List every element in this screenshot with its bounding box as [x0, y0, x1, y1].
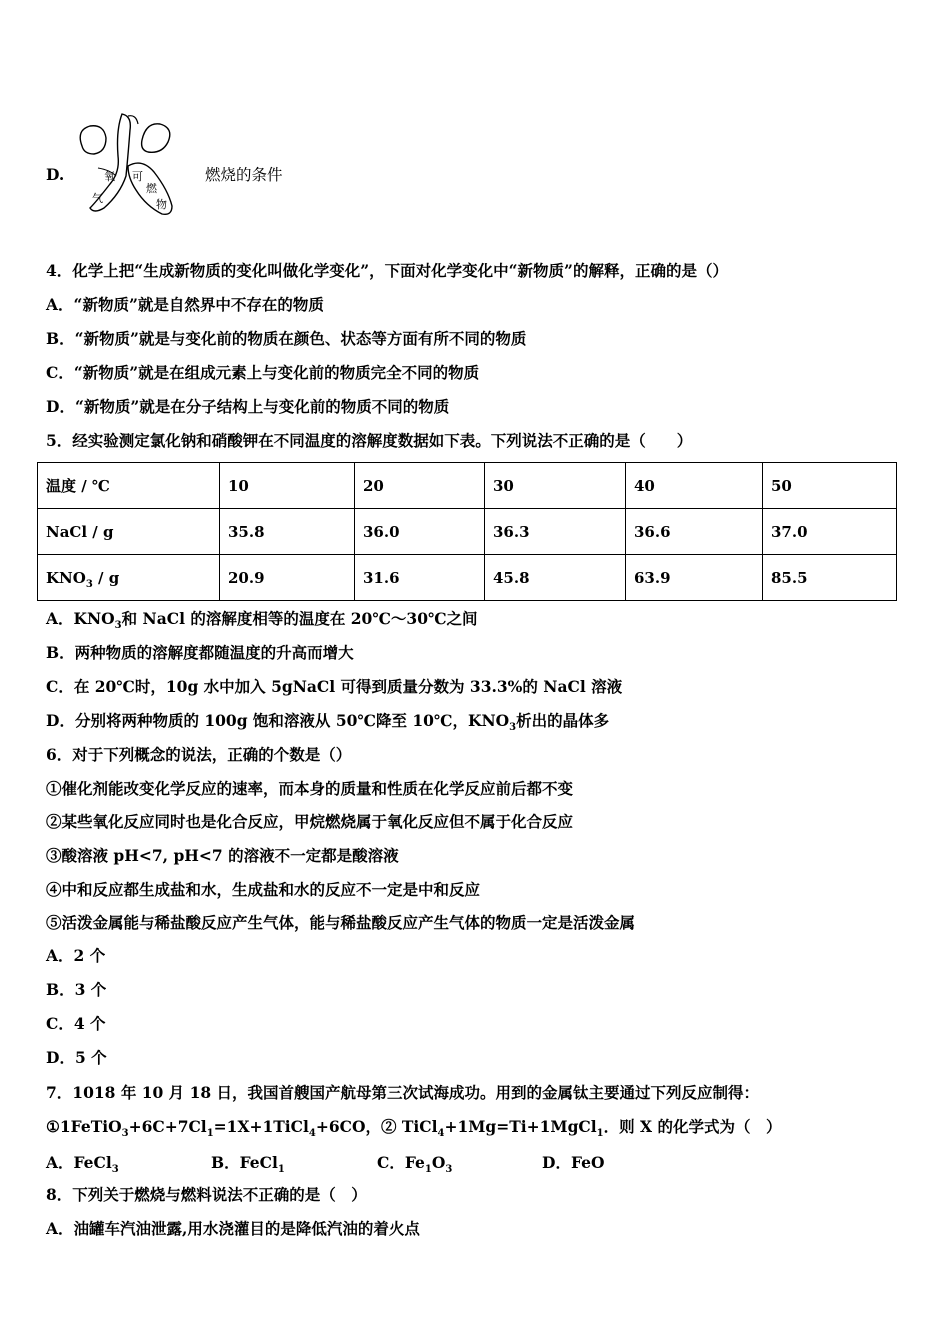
q3-option-d-caption: 燃烧的条件	[205, 166, 283, 184]
table-cell: 36.0	[355, 509, 485, 555]
q7-option-d: D．FeO	[542, 1153, 605, 1172]
diagram-label-oxygen-2: 气	[92, 192, 103, 205]
q7-option-b: B．FeCl$_1$	[211, 1153, 285, 1176]
q5-option-c: C．在 20℃时，10g 水中加入 5gNaCl 可得到质量分数为 33.3%的 NaCl 溶液	[46, 677, 623, 696]
q4-option-b: B．“新物质”就是与变化前的物质在颜色、状态等方面有所不同的物质	[46, 329, 527, 348]
q5-option-b: B．两种物质的溶解度都随温度的升高而增大	[46, 643, 354, 662]
table-cell-kno3-label: $KNO_3$ / g	[38, 555, 220, 601]
table-cell: NaCl / g	[38, 509, 220, 555]
table-header-cell: 50	[763, 463, 897, 509]
table-cell: 63.9	[626, 555, 763, 601]
q5-stem: 5．经实验测定氯化钠和硝酸钾在不同温度的溶解度数据如下表。下列说法不正确的是（ ）	[46, 431, 693, 450]
table-cell: 31.6	[355, 555, 485, 601]
q6-stem: 6．对于下列概念的说法，正确的个数是（）	[46, 745, 352, 764]
q3-option-d-label: D.	[46, 165, 65, 184]
table-row	[38, 555, 897, 601]
q6-statement-2: ②某些氧化反应同时也是化合反应，甲烷燃烧属于氧化反应但不属于化合反应	[46, 812, 574, 831]
q8-option-a: A．油罐车汽油泄露,用水浇灌目的是降低汽油的着火点	[46, 1219, 420, 1238]
q8-stem: 8．下列关于燃烧与燃料说法不正确的是（ ）	[46, 1185, 367, 1204]
diagram-label-combustible-1: 可	[132, 170, 143, 183]
q6-option-c: C．4 个	[46, 1014, 106, 1033]
table-header-cell: 20	[355, 463, 485, 509]
table-cell: 45.8	[485, 555, 626, 601]
table-header-cell: 温度 / ℃	[38, 463, 220, 509]
q4-stem: 4．化学上把“生成新物质的变化叫做化学变化”，下面对化学变化中“新物质”的解释，正确的是（）	[46, 261, 728, 280]
q6-option-d: D．5 个	[46, 1048, 107, 1067]
q7-option-c: C．$Fe_1O_3$	[377, 1153, 453, 1176]
q4-option-d: D．“新物质”就是在分子结构上与变化前的物质不同的物质	[46, 397, 450, 416]
q6-statement-3: ③酸溶液 pH<7, pH<7 的溶液不一定都是酸溶液	[46, 846, 399, 865]
q6-statement-4: ④中和反应都生成盐和水，生成盐和水的反应不一定是中和反应	[46, 880, 481, 899]
q6-statement-5: ⑤活泼金属能与稀盐酸反应产生气体，能与稀盐酸反应产生气体的物质一定是活泼金属	[46, 913, 636, 932]
table-cell: 36.3	[485, 509, 626, 555]
q6-option-a: A．2 个	[46, 946, 106, 965]
q4-option-a: A．“新物质”就是自然界中不存在的物质	[46, 295, 324, 314]
q6-statement-1: ①催化剂能改变化学反应的速率，而本身的质量和性质在化学反应前后都不变	[46, 779, 574, 798]
table-header-cell: 40	[626, 463, 763, 509]
solubility-table	[37, 462, 897, 601]
table-cell: 37.0	[763, 509, 897, 555]
diagram-label-combustible-2: 燃	[146, 182, 157, 195]
q5-option-d: D．分别将两种物质的 100g 饱和溶液从 50℃降至 10℃，$KNO_3$析出的晶体多	[46, 711, 610, 734]
table-row	[38, 463, 897, 509]
table-header-cell: 10	[220, 463, 355, 509]
q5-option-a: A．$KNO_3$和 NaCl 的溶解度相等的温度在 20℃～30℃之间	[46, 609, 478, 632]
diagram-label-combustible-3: 物	[156, 198, 167, 211]
q7-option-a: A．FeCl$_3$	[46, 1153, 119, 1176]
table-cell: 20.9	[220, 555, 355, 601]
table-cell: 36.6	[626, 509, 763, 555]
table-row	[38, 509, 897, 555]
diagram-label-oxygen-1: 氧	[104, 170, 115, 183]
q4-option-c: C．“新物质”就是在组成元素上与变化前的物质完全不同的物质	[46, 363, 480, 382]
combustion-conditions-diagram	[76, 110, 176, 220]
table-header-cell: 30	[485, 463, 626, 509]
q7-stem: 7．1018 年 10 月 18 日，我国首艘国产航母第三次试海成功。用到的金属钛主要通过下列反应制得：	[46, 1083, 760, 1102]
q7-equation: $①1FeTiO_3+6C+7Cl_1=1X+1TiCl_4+6CO$，② TiCl$_4$+1Mg=Ti+1MgCl$_1$．则 X 的化学式为（ ）	[46, 1117, 782, 1140]
q6-option-b: B．3 个	[46, 980, 107, 999]
table-cell: 35.8	[220, 509, 355, 555]
table-cell: 85.5	[763, 555, 897, 601]
